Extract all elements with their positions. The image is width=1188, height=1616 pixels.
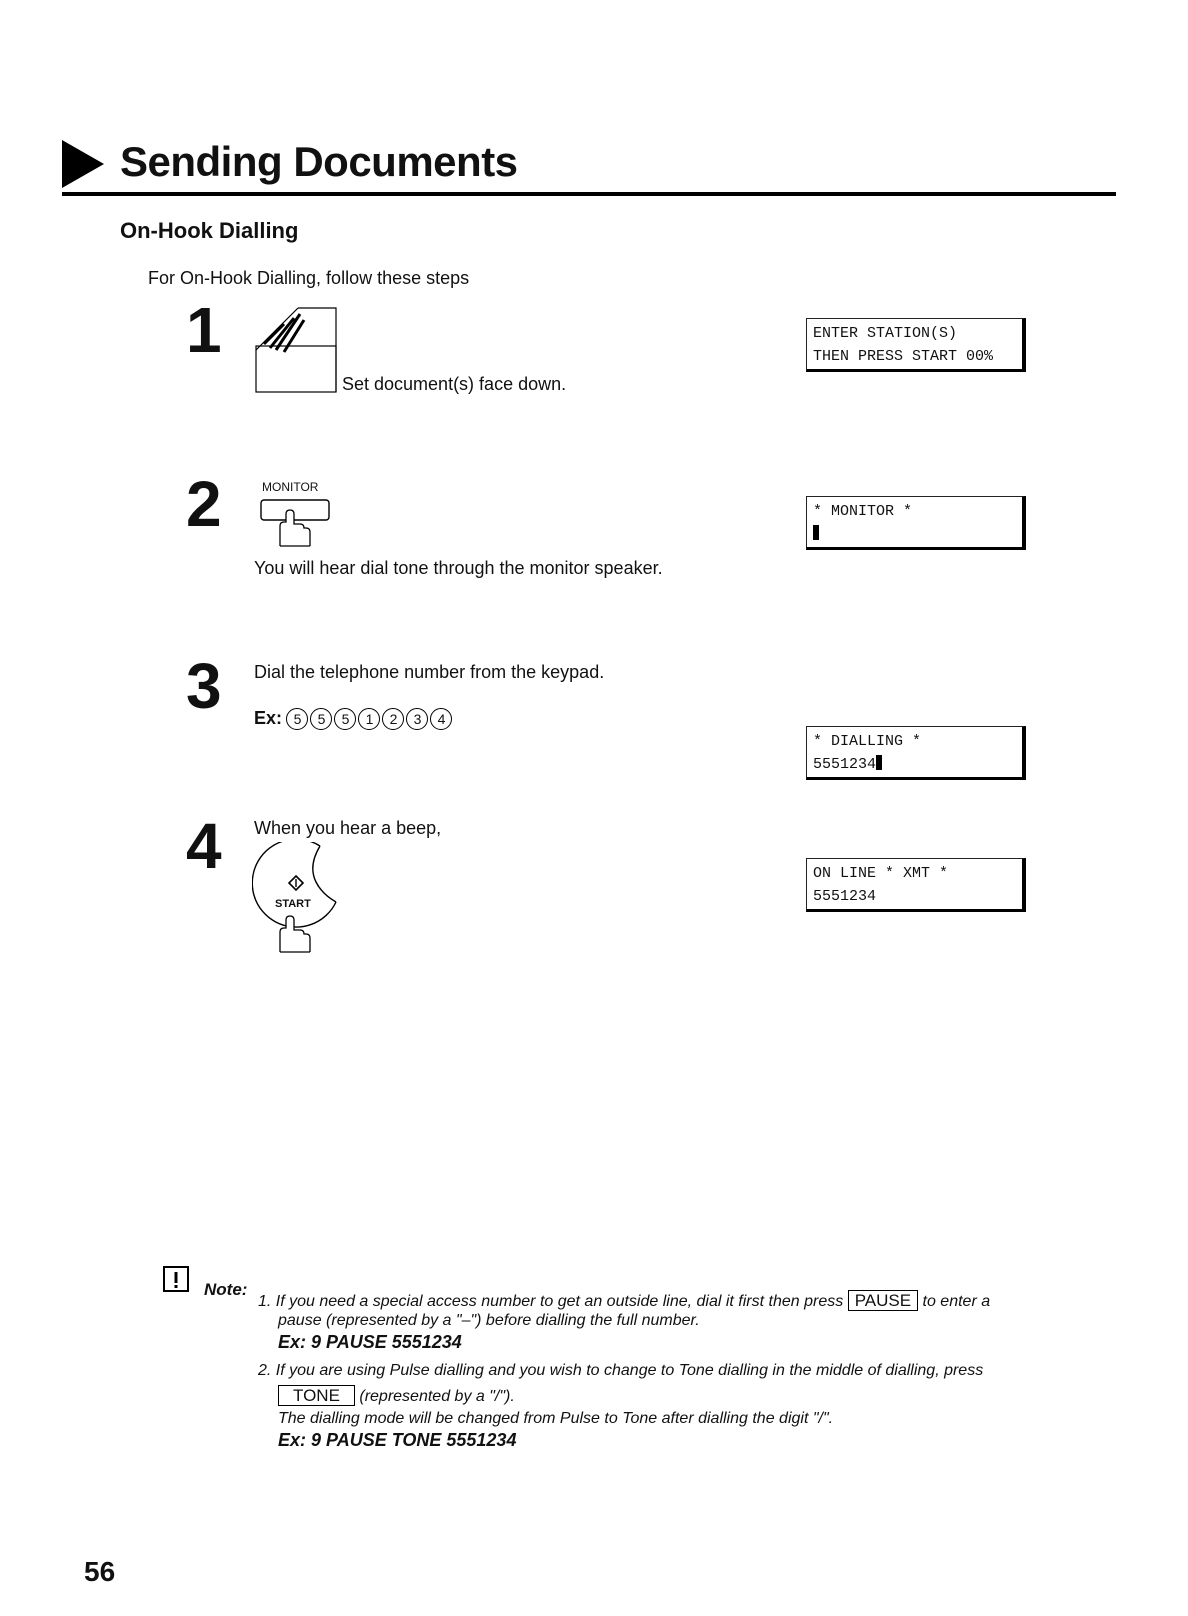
lcd-line-2: 5551234 [813, 888, 877, 905]
note-item-1-text: If you need a special access number to get an outside line, dial it first then press [275, 1293, 844, 1310]
digit-key: 5 [286, 708, 308, 730]
example-label: Ex: [254, 708, 283, 728]
lcd-line-1: ENTER STATION(S) [813, 325, 958, 342]
lcd-line-2: THEN PRESS START 00% [813, 348, 994, 365]
digit-key: 4 [430, 708, 452, 730]
note-item-1 [258, 1290, 1078, 1311]
note-item-1-number: 1. [258, 1293, 272, 1310]
digits-example [254, 708, 454, 730]
note-item-2-example: Ex: 9 PAUSE TONE 5551234 [278, 1430, 517, 1450]
document-feed-icon [254, 306, 344, 394]
lcd-display-step-3 [806, 726, 1026, 780]
title-arrow-icon [62, 140, 104, 188]
note-label: Note: [204, 1280, 248, 1299]
note-item-1-example: Ex: 9 PAUSE 5551234 [278, 1332, 462, 1352]
step-1-text: Set document(s) face down. [342, 374, 567, 394]
note-item-2-line-2 [278, 1385, 515, 1406]
lcd-line-1: * DIALLING * [813, 733, 922, 750]
pause-key: PAUSE [848, 1290, 918, 1311]
step-4-text: When you hear a beep, [254, 818, 442, 838]
tone-key: TONE [278, 1385, 355, 1406]
note-item-1-text-cont: to enter a [922, 1293, 991, 1310]
page-number: 56 [84, 1556, 116, 1587]
lcd-display-step-2 [806, 496, 1026, 550]
digit-key: 5 [310, 708, 332, 730]
note-item-2-line-3: The dialling mode will be changed from Pulse to Tone after dialling the digit "/". [278, 1410, 834, 1427]
digit-key: 5 [334, 708, 356, 730]
note-icon [162, 1264, 192, 1294]
lcd-display-step-1 [806, 318, 1026, 372]
lcd-cursor [813, 525, 819, 540]
title-rule [62, 192, 1116, 196]
monitor-button-icon [258, 496, 338, 552]
monitor-key-label: MONITOR [262, 480, 319, 494]
lcd-cursor [876, 755, 882, 770]
note-item-2-text-cont: (represented by a "/"). [359, 1388, 515, 1405]
step-2-number: 2 [186, 468, 222, 540]
lcd-display-step-4 [806, 858, 1026, 912]
note-item-2-text: If you are using Pulse dialling and you wish to change to Tone dialling in the middle of dialling, press [275, 1362, 984, 1379]
digit-key: 1 [358, 708, 380, 730]
start-key-label: START [275, 898, 311, 910]
intro-text: For On-Hook Dialling, follow these steps [148, 268, 470, 288]
step-1-number: 1 [186, 294, 222, 366]
digit-key: 2 [382, 708, 404, 730]
lcd-line-2: 5551234 [813, 756, 877, 773]
step-3-number: 3 [186, 650, 222, 722]
note-item-1-line-2: pause (represented by a "–") before dialling the full number. [278, 1312, 700, 1329]
step-3-text: Dial the telephone number from the keypad. [254, 662, 605, 682]
note-item-2 [258, 1362, 1098, 1380]
step-4-number: 4 [186, 810, 222, 882]
lcd-line-1: ON LINE * XMT * [813, 865, 949, 882]
note-item-2-number: 2. [258, 1362, 272, 1379]
section-heading: On-Hook Dialling [120, 218, 299, 243]
page-title: Sending Documents [120, 138, 518, 185]
step-2-text: You will hear dial tone through the monitor speaker. [254, 558, 663, 578]
lcd-line-1: * MONITOR * [813, 503, 913, 520]
digit-key: 3 [406, 708, 428, 730]
